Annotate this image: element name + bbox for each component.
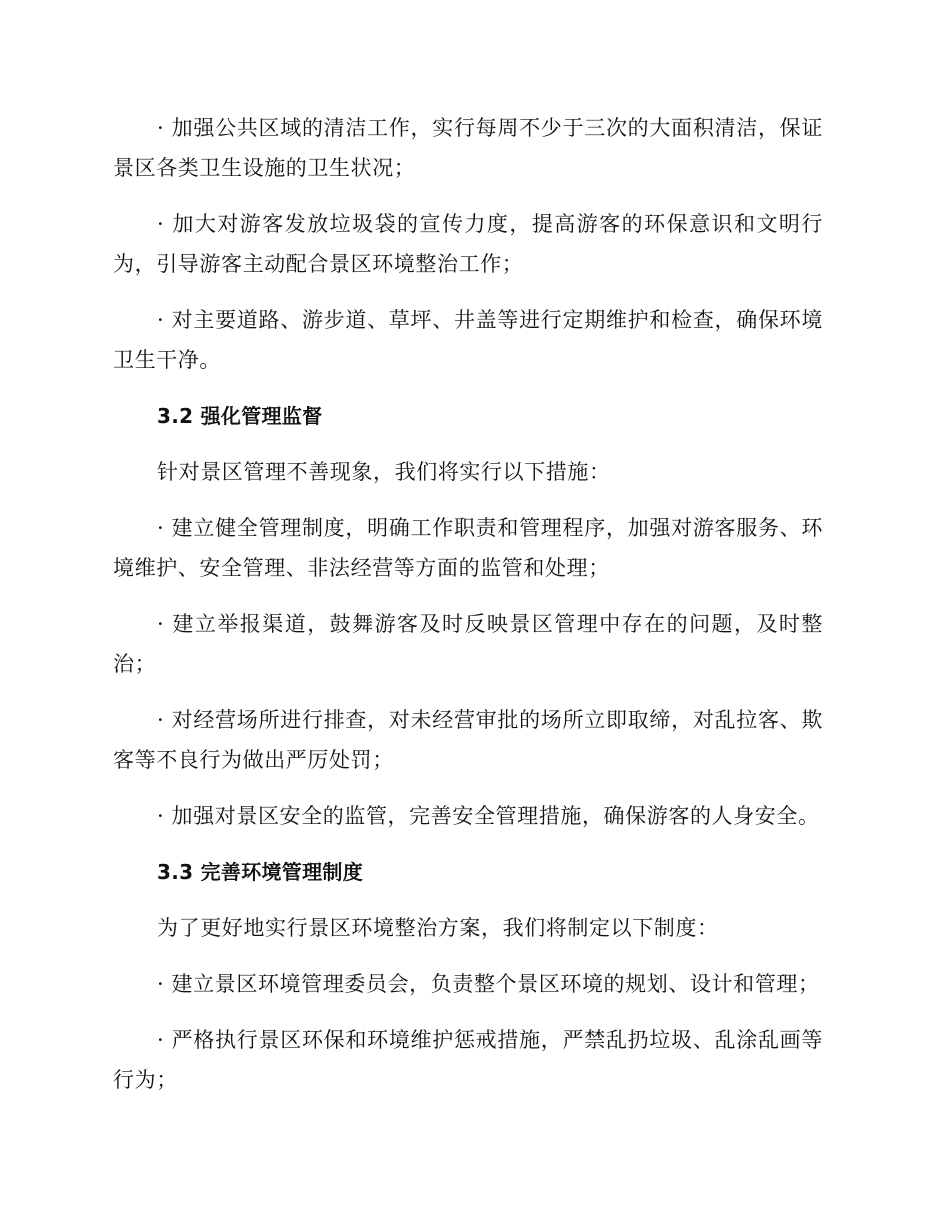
bullet-paragraph: · 加强公共区域的清洁工作，实行每周不少于三次的大面积清洁，保证景区各类卫生设施的卫生状况； <box>113 116 823 180</box>
bullet-paragraph: · 加强对景区安全的监管，完善安全管理措施，确保游客的人身安全。 <box>157 804 820 828</box>
intro-paragraph: 为了更好地实行景区环境整治方案，我们将制定以下制度： <box>157 916 719 940</box>
section-heading: 3.2 强化管理监督 <box>157 404 323 428</box>
bullet-paragraph: · 加大对游客发放垃圾袋的宣传力度，提高游客的环保意识和文明行为，引导游客主动配合景区环境整治工作； <box>113 212 823 276</box>
bullet-paragraph: · 建立举报渠道，鼓舞游客及时反映景区管理中存在的问题，及时整治； <box>113 612 823 676</box>
document-body <box>113 108 823 1116</box>
bullet-paragraph: · 对主要道路、游步道、草坪、井盖等进行定期维护和检查，确保环境卫生干净。 <box>113 308 823 372</box>
section-heading: 3.3 完善环境管理制度 <box>157 860 363 884</box>
bullet-paragraph: · 建立健全管理制度，明确工作职责和管理程序，加强对游客服务、环境维护、安全管理、非法经营等方面的监管和处理； <box>113 516 823 580</box>
bullet-paragraph: · 严格执行景区环保和环境维护惩戒措施，严禁乱扔垃圾、乱涂乱画等行为； <box>113 1028 823 1092</box>
intro-paragraph: 针对景区管理不善现象，我们将实行以下措施： <box>157 460 611 484</box>
bullet-paragraph: · 对经营场所进行排查，对未经营审批的场所立即取缔，对乱拉客、欺客等不良行为做出严厉处罚； <box>113 708 823 772</box>
bullet-paragraph: · 建立景区环境管理委员会，负责整个景区环境的规划、设计和管理； <box>157 972 820 996</box>
